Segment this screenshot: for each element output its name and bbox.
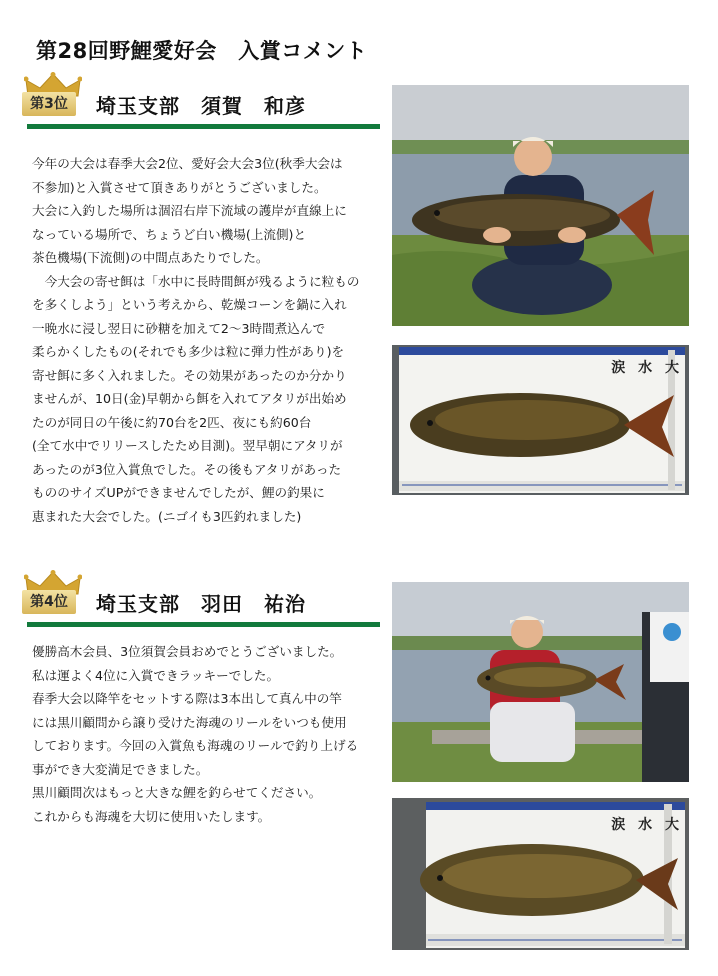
comment-line: あったのが3位入賞魚でした。その後もアタリがあった bbox=[32, 461, 342, 477]
comment-line: (全て水中でリリースしたため目測)。翌早朝にアタリが bbox=[32, 438, 343, 453]
rank-label: 第3位 bbox=[22, 92, 76, 116]
board-text: 涙 水 大 bbox=[611, 817, 683, 833]
comment-line: 茶色機場(下流側)の中間点あたりでした。 bbox=[32, 250, 269, 265]
comment-line: 柔らかくしたもの(それでも多少は粒に弾力性があり)を bbox=[32, 344, 345, 359]
comment-line: 事ができ大変満足できました。 bbox=[32, 761, 209, 777]
winner-name: 埼玉支部 羽田 祐治 bbox=[96, 592, 306, 616]
comment-line: ませんが、10日(金)早朝から餌を入れてアタリが出始め bbox=[32, 391, 347, 406]
comment-line: これからも海魂を大切に使用いたします。 bbox=[32, 808, 271, 824]
comment-line: には黒川顧問から譲り受けた海魂のリールをいつも使用 bbox=[32, 714, 347, 730]
comment-line: なっている場所で、ちょうど白い機場(上流側)と bbox=[32, 226, 307, 242]
comment-line: もののサイズUPができませんでしたが、鯉の釣果に bbox=[32, 485, 325, 500]
comment-line: 今年の大会は春季大会2位、愛好会大会3位(秋季大会は bbox=[32, 156, 343, 171]
page-title: 第28回野鯉愛好会 入賞コメント bbox=[36, 39, 368, 63]
carp-on-board-photo bbox=[392, 798, 689, 950]
section-divider bbox=[27, 622, 380, 627]
comment-line: たのが同日の午後に約70台を2匹、夜にも約60台 bbox=[32, 414, 312, 430]
comment-line: 黒川顧問次はもっと大きな鯉を釣らせてください。 bbox=[32, 785, 322, 800]
section-divider bbox=[27, 124, 380, 129]
award-section-4th bbox=[0, 570, 718, 970]
comment-line: 一晩水に浸し翌日に砂糖を加えて2〜3時間煮込んで bbox=[32, 320, 326, 336]
angler-photo bbox=[392, 85, 689, 326]
rank-label: 第4位 bbox=[22, 590, 76, 614]
rank-badge bbox=[22, 570, 84, 616]
comment-line: 寄せ餌に多く入れました。その効果があったのか分かり bbox=[32, 367, 347, 383]
rank-badge bbox=[22, 72, 84, 118]
comment-line: しております。今回の入賞魚も海魂のリールで釣り上げる bbox=[32, 738, 359, 753]
comment-line: 恵まれた大会でした。(ニゴイも3匹釣れました) bbox=[32, 508, 302, 524]
award-section-3rd bbox=[0, 72, 718, 542]
comment-line: を多くしよう」という考えから、乾燥コーンを鍋に入れ bbox=[32, 297, 347, 312]
comment-line: 優勝高木会員、3位須賀会員おめでとうございました。 bbox=[32, 644, 343, 659]
comment-line: 私は運よく4位に入賞できラッキーでした。 bbox=[32, 667, 280, 683]
comment-line: 今大会の寄せ餌は「水中に長時間餌が残るように粒もの bbox=[32, 273, 360, 289]
comment-line: 不参加)と入賞させて頂きありがとうございました。 bbox=[32, 179, 327, 195]
comment-line: 春季大会以降竿をセットする際は3本出して真ん中の竿 bbox=[32, 691, 342, 706]
winner-name: 埼玉支部 須賀 和彦 bbox=[96, 94, 306, 118]
winner-comment bbox=[32, 152, 359, 528]
comment-line: 大会に入釣した場所は涸沼右岸下流域の護岸が直線上に bbox=[32, 203, 347, 218]
board-text: 涙 水 大 bbox=[611, 360, 683, 376]
winner-comment bbox=[32, 640, 358, 828]
carp-on-board-photo bbox=[392, 345, 689, 495]
angler-photo bbox=[392, 582, 689, 782]
